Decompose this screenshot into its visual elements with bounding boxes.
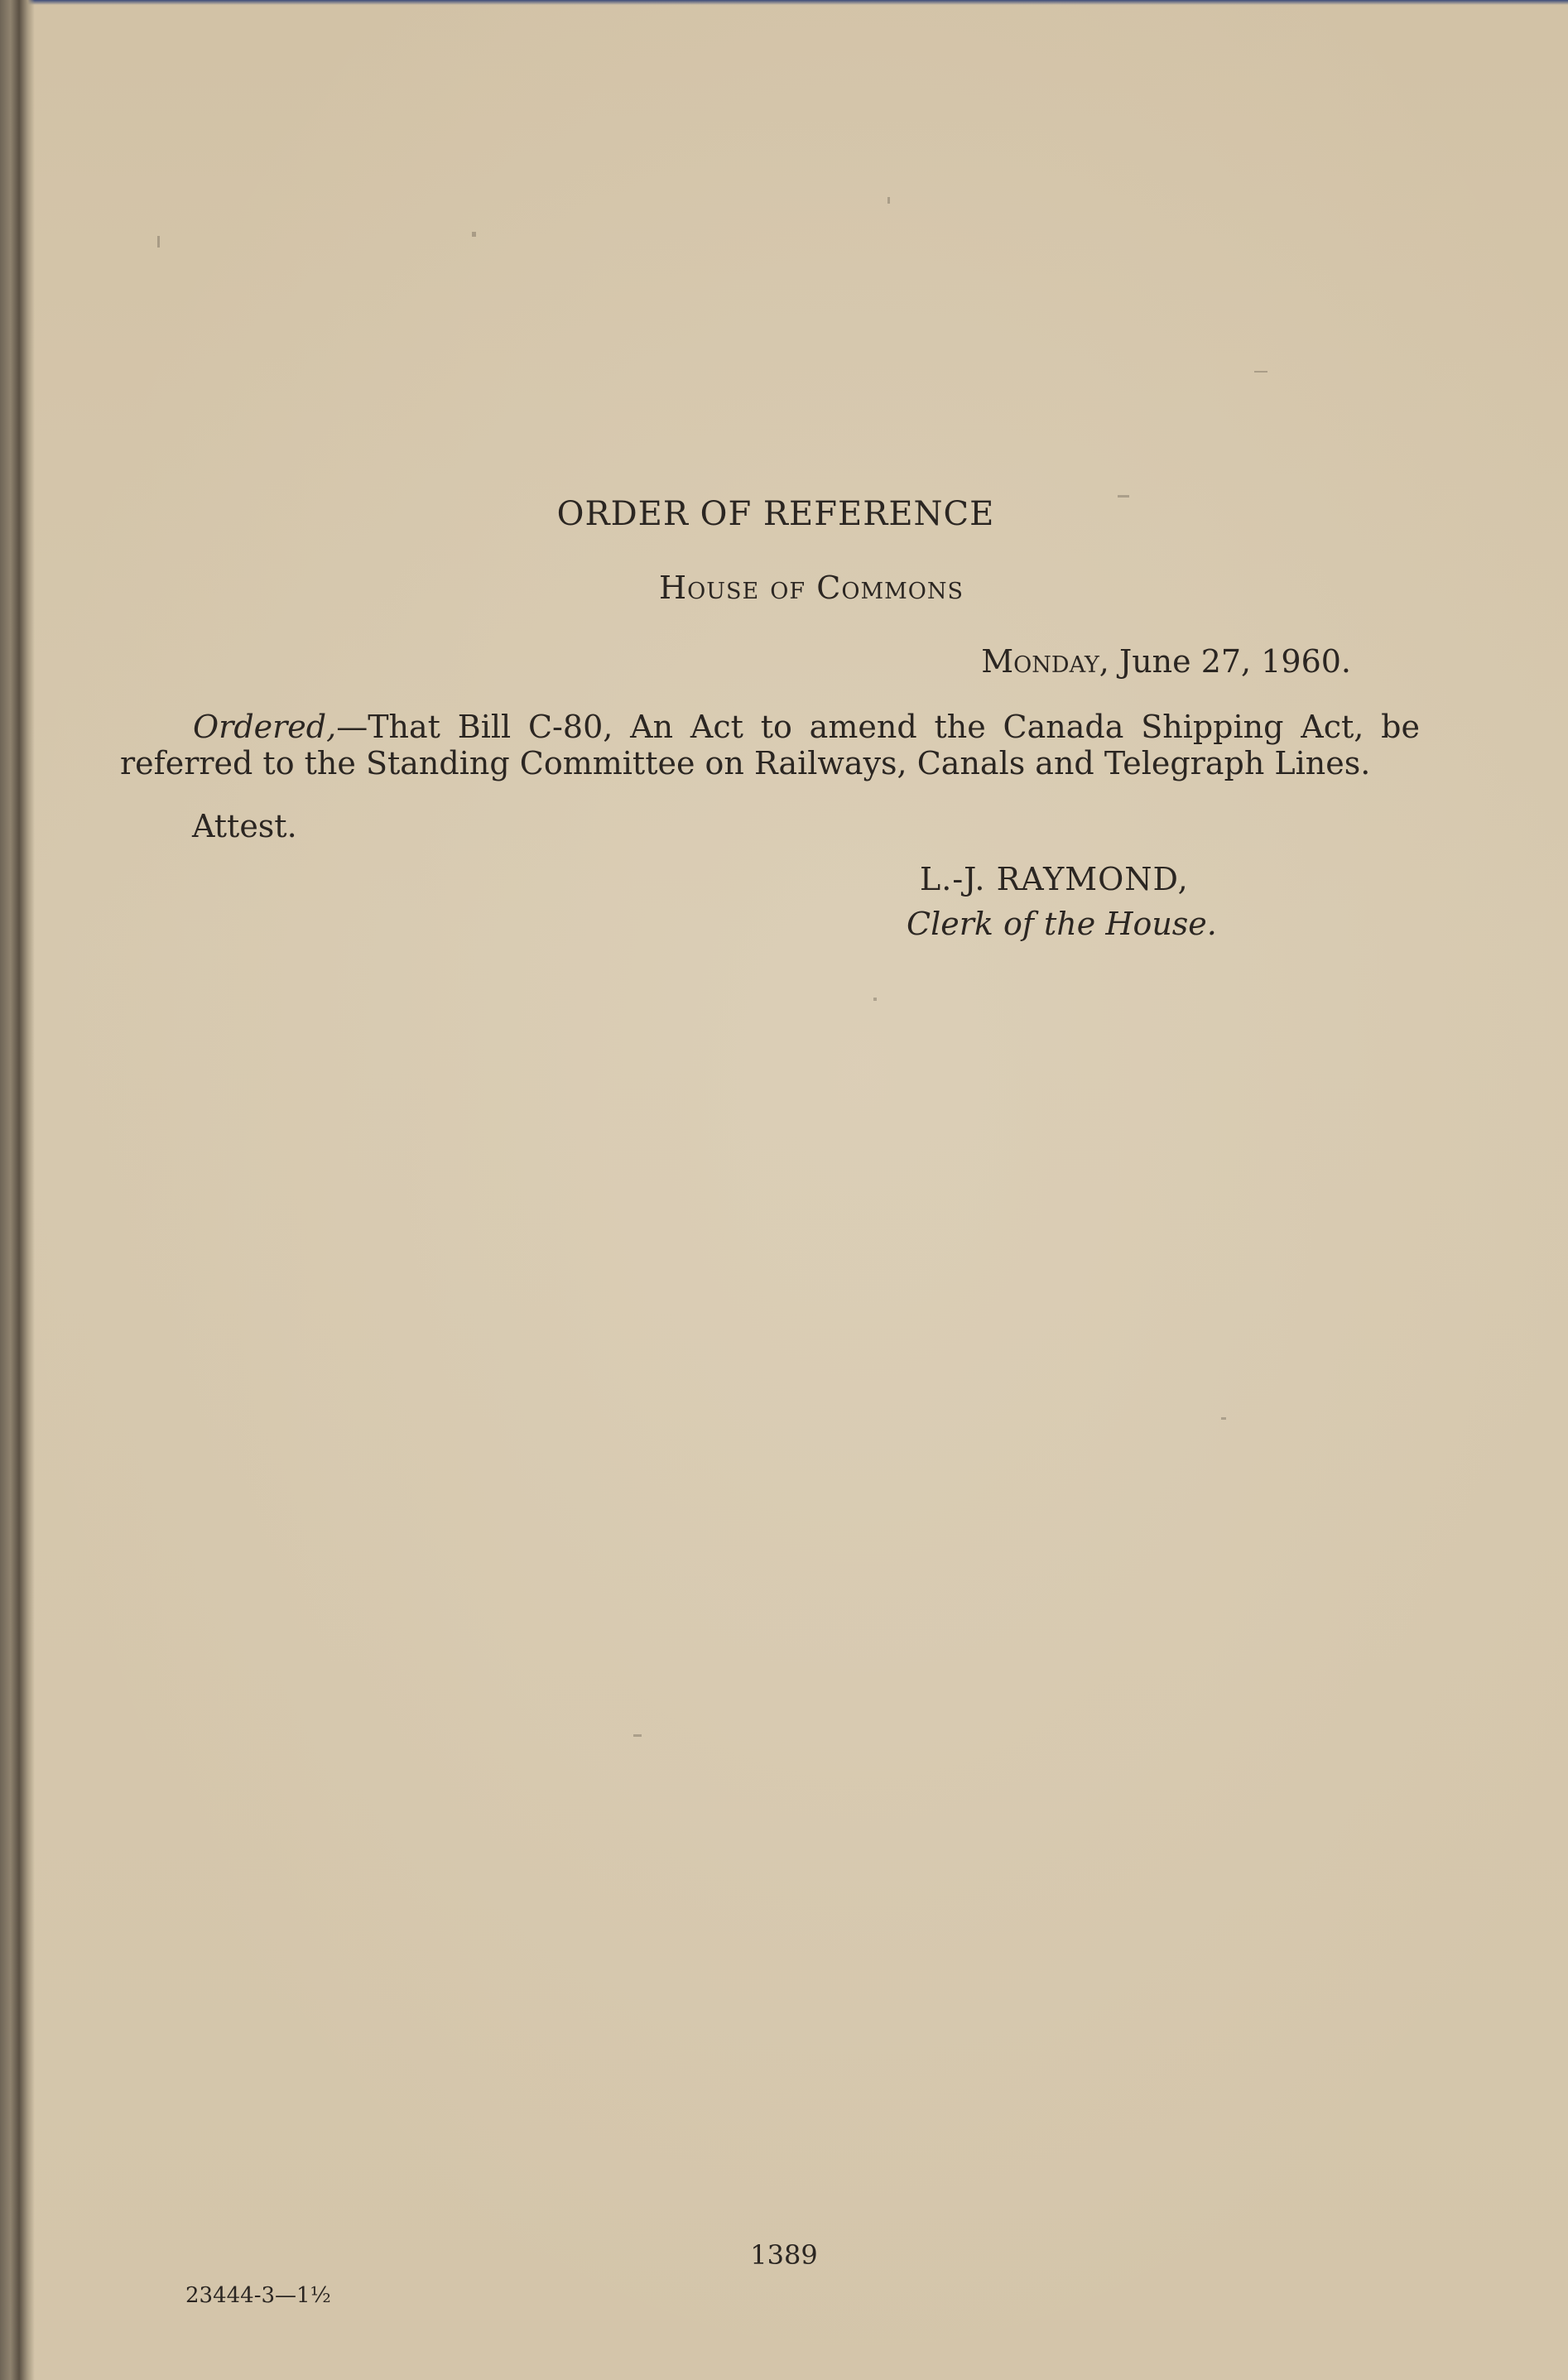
signer-title: Clerk of the House. [907, 906, 1217, 942]
paper-speck [873, 998, 877, 1001]
page-subtitle-text: House of Commons [658, 570, 964, 606]
order-body: —That Bill C-80, An Act to amend the Canada Shipping Act, be referred to the Standing Committee on Railways, Canals and Telegraph Lines. [120, 709, 1420, 781]
binding-spine [0, 0, 35, 2380]
order-date-weekday: Monday, [981, 643, 1109, 680]
page-top-edge [0, 0, 1568, 5]
paper-speck [1221, 1417, 1226, 1420]
print-code: 23444-3—1½ [185, 2283, 331, 2308]
paper-speck [157, 236, 160, 248]
order-lead: Ordered, [193, 709, 337, 745]
page-title [0, 495, 1568, 533]
paper-speck [472, 232, 476, 237]
paper-speck [1254, 371, 1267, 373]
order-paragraph [120, 709, 1420, 781]
paper-speck [633, 1734, 642, 1737]
page-title-text: ORDER OF REFERENCE [556, 495, 995, 533]
signer-name: L.-J. RAYMOND, [920, 861, 1189, 897]
paper-speck [887, 197, 890, 204]
page-number-text: 1389 [750, 2239, 818, 2271]
page-number [0, 2239, 1568, 2271]
page-subtitle [0, 570, 1568, 606]
order-date [981, 643, 1351, 680]
attest-line: Attest. [192, 808, 297, 844]
order-date-rest: June 27, 1960. [1109, 643, 1351, 680]
